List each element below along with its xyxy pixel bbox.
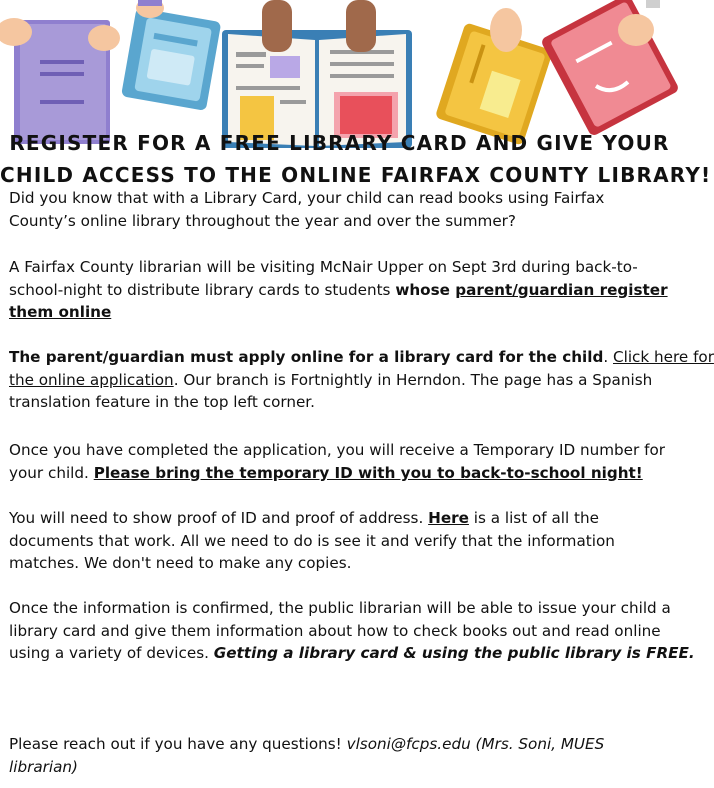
text-line: library card and give them information about how to check books out and read online	[9, 621, 661, 640]
heading-line-2: CHILD ACCESS TO THE ONLINE FAIRFAX COUNTY LIBRARY!	[0, 163, 712, 187]
text-span: Please reach out if you have any questions!	[9, 735, 347, 753]
text-line	[9, 369, 679, 392]
contact-name: librarian)	[9, 757, 78, 776]
text-line	[9, 301, 679, 324]
underlined-bold-text: parent/guardian register	[455, 280, 668, 299]
text-line	[9, 279, 679, 302]
text-line: Once you have completed the application, you will receive a Temporary ID number for	[9, 441, 665, 459]
bold-text: The parent/guardian must apply online for a library card for the child	[9, 348, 604, 366]
text-line	[9, 346, 714, 369]
heading-line-1: REGISTER FOR A FREE LIBRARY CARD AND GIVE YOUR	[9, 131, 670, 155]
paragraph-contact	[9, 733, 679, 778]
text-line: Once the information is confirmed, the public librarian will be able to issue your child a	[9, 599, 671, 617]
application-link[interactable]: the online application	[9, 370, 174, 389]
paragraph-visit	[9, 256, 679, 324]
text-line	[9, 733, 679, 756]
open-book-icon	[222, 0, 412, 148]
paragraph-apply	[9, 346, 714, 414]
text-span: . Our branch is Fortnightly in Herndon. The page has a Spanish	[173, 370, 653, 389]
bold-italic-text: Getting a library card & using the public library is FREE.	[213, 644, 695, 663]
text-line	[9, 756, 679, 779]
paragraph-intro	[9, 187, 679, 232]
purple-book-icon	[0, 18, 120, 144]
application-link[interactable]: Click here for	[613, 348, 714, 366]
text-line: Did you know that with a Library Card, your child can read books using Fairfax	[9, 189, 605, 207]
text-line: matches. We don't need to make any copies.	[9, 554, 352, 573]
banner-illustration	[0, 0, 679, 150]
text-line	[9, 642, 695, 665]
blue-book-icon	[121, 0, 221, 111]
text-span: your child.	[9, 463, 94, 482]
yellow-book-icon	[435, 8, 553, 146]
underlined-bold-text: Please bring the temporary ID with you to back-to-school night!	[93, 463, 643, 482]
contact-email[interactable]: vlsoni@fcps.edu (Mrs. Soni, MUES	[346, 735, 605, 753]
paragraph-proof	[9, 507, 679, 575]
text-line	[9, 507, 679, 530]
paragraph-temporary-id	[9, 439, 679, 484]
text-line: documents that work. All we need to do is see it and verify that the information	[9, 531, 615, 550]
paragraph-confirmed	[9, 597, 695, 665]
text-line: A Fairfax County librarian will be visiting McNair Upper on Sept 3rd during back-to-	[9, 258, 638, 276]
text-line	[9, 462, 679, 485]
text-span: .	[603, 348, 613, 366]
bold-text: whose	[395, 280, 456, 299]
red-book-icon	[540, 0, 680, 137]
text-span: school-night to distribute library cards to students	[9, 280, 396, 299]
underlined-bold-text: them online	[9, 303, 112, 322]
text-span: You will need to show proof of ID and proof of address.	[9, 509, 429, 527]
text-line: County’s online library throughout the year and over the summer?	[9, 211, 516, 230]
text-span: using a variety of devices.	[9, 644, 214, 663]
text-span: is a list of all the	[468, 509, 599, 527]
documents-link[interactable]: Here	[428, 509, 469, 527]
text-line: translation feature in the top left corner.	[9, 393, 315, 412]
